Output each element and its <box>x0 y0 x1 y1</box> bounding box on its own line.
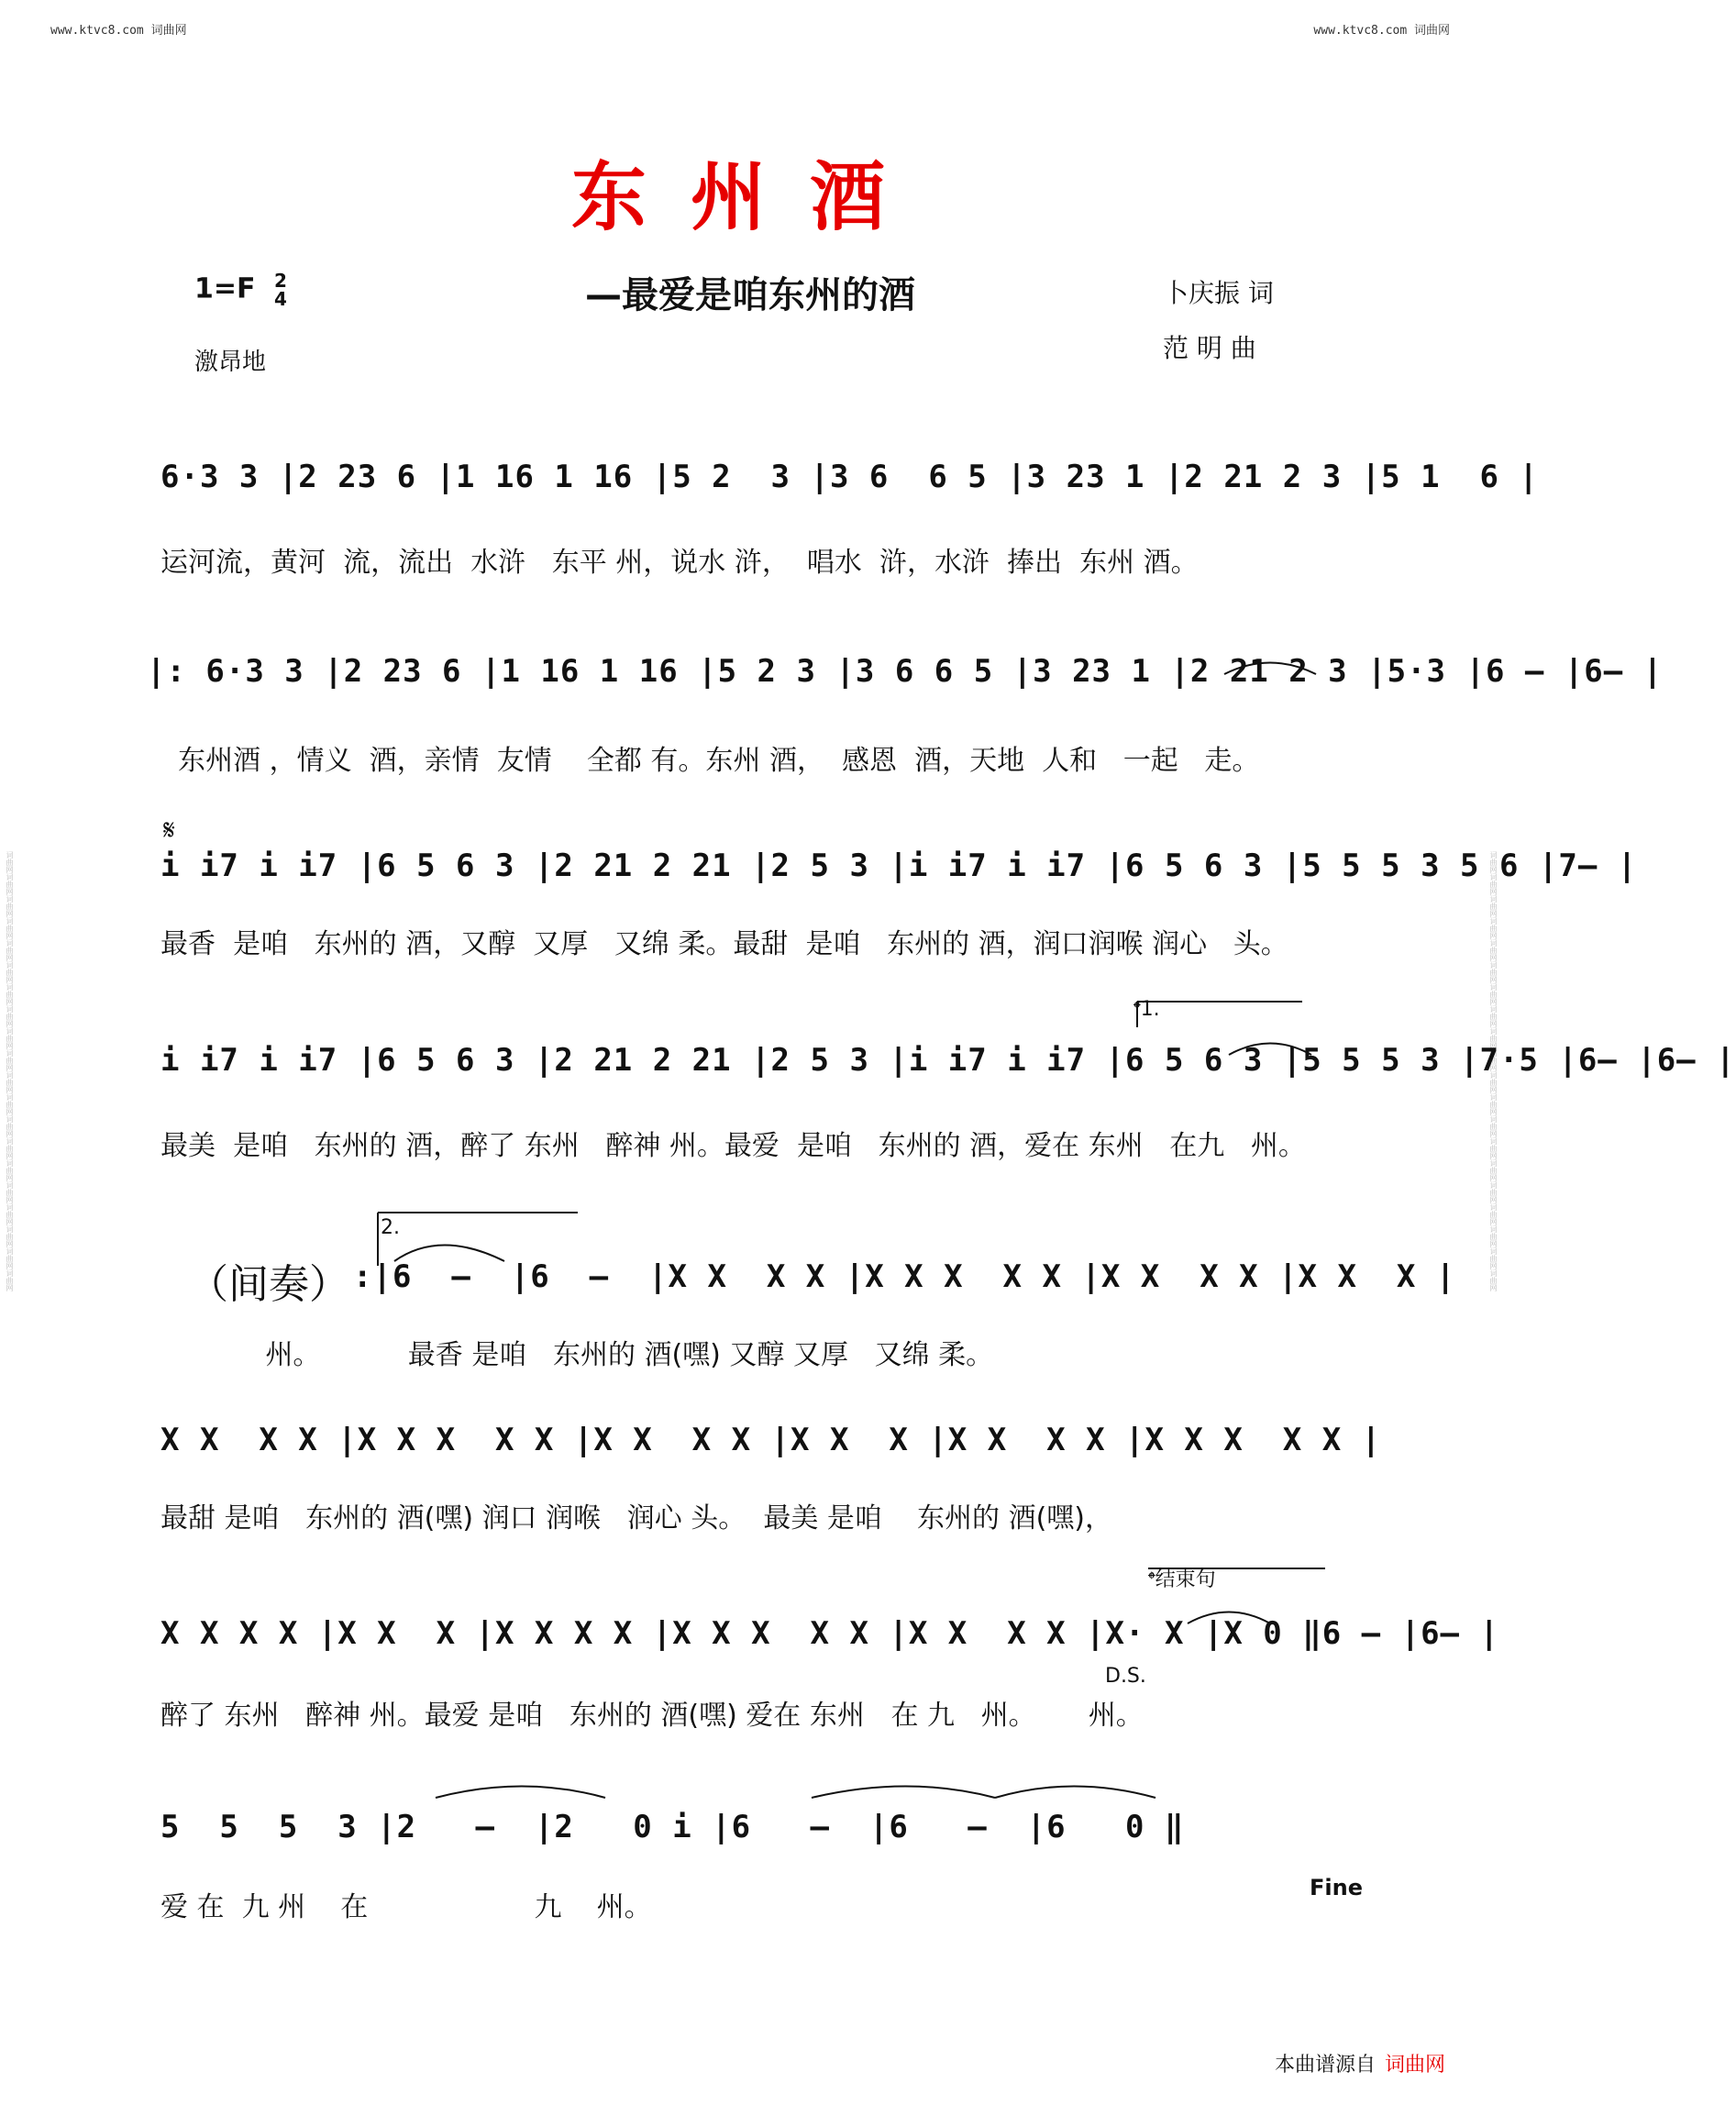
site-url-right: www.ktvc8.com 词曲网 <box>1313 24 1450 38</box>
notes-line: i i7 i i7 |6 5 6 3 |2 21 2 21 |2 5 3 |i i7 i i7 |6 5 6 3 |5 5 5 3 5 6 |7– | <box>160 848 1638 884</box>
tempo-marking: 激昂地 <box>194 349 267 376</box>
notes-line: :|6 – |6 – |X X X X |X X X X X |X X X X |X X X | <box>353 1258 1456 1295</box>
lyrics-line: 最美 是咱 东州的 酒，醉了 东州 醉神 州。最爱 是咱 东州的 酒，爱在 东州 在九 州。 <box>160 1130 1306 1162</box>
source-link[interactable]: 词曲网 <box>1384 2054 1445 2077</box>
song-title: 东州酒 <box>570 153 929 241</box>
watermark-strip-right: 词曲网词曲网词曲网词曲网词曲网词曲网词曲网词曲网词曲网词曲网词曲网词曲网词曲网词曲网词曲网词曲网词曲网词曲网词曲网词曲网 <box>1489 850 1498 1291</box>
source-footer <box>1275 2049 1445 2077</box>
slur-row-8-b <box>812 1787 995 1799</box>
lyrics-line: 州。 最香 是咱 东州的 酒(嘿) 又醇 又厚 又绵 柔。 <box>160 1339 994 1371</box>
slur-row-8-c <box>995 1787 1155 1799</box>
notes-line: |: 6·3 3 |2 23 6 |1 16 1 16 |5 2 3 |3 6 6 5 |3 23 1 |2 21 2 3 |5·3 |6 – |6– | <box>147 653 1664 690</box>
coda-ending-mark: 𝄌结束句 <box>1148 1568 1216 1591</box>
notes-line: 6·3 3 |2 23 6 |1 16 1 16 |5 2 3 |3 6 6 5 |3 23 1 |2 21 2 3 |5 1 6 | <box>160 459 1539 495</box>
volta-first-ending: 𝄌1. <box>1133 998 1160 1021</box>
notes-line: X X X X |X X X |X X X X |X X X X X |X X X X |X· X |X 0 ‖6 – |6– | <box>160 1615 1499 1652</box>
notes-line: i i7 i i7 |6 5 6 3 |2 21 2 21 |2 5 3 |i i7 i i7 |6 5 6 3 |5 5 5 3 |7·5 |6– |6– | <box>160 1042 1736 1079</box>
key-label: 1=F <box>194 272 256 305</box>
lyrics-line: 醉了 东州 醉神 州。最爱 是咱 东州的 酒(嘿) 爱在 东州 在 九 州。 州。 <box>160 1700 1144 1732</box>
fine-mark: Fine <box>1310 1875 1363 1900</box>
slur-row-8-a <box>436 1787 605 1799</box>
time-top: 2 <box>273 270 287 292</box>
time-bottom: 4 <box>273 288 287 310</box>
interlude-label: （间奏） <box>188 1261 349 1308</box>
notes-line: 5 5 5 3 |2 – |2 0 i |6 – |6 – |6 0 ‖ <box>160 1809 1185 1845</box>
tie-row-7 <box>1188 1612 1270 1624</box>
notes-line: X X X X |X X X X X |X X X X |X X X |X X X X |X X X X X | <box>160 1422 1382 1458</box>
source-label: 本曲谱源自 <box>1274 2054 1376 2077</box>
composer-credit: 范 明 曲 <box>1163 333 1256 363</box>
lyrics-line: 爱 在 九 州 在 九 州。 <box>160 1891 652 1923</box>
segno-mark: 𝄋 <box>163 814 175 847</box>
lyrics-line: 运河流，黄河 流，流出 水浒 东平 州，说水 浒， 唱水 浒，水浒 捧出 东州 酒。 <box>160 547 1199 579</box>
lyricist-credit: 卜庆振 词 <box>1163 278 1274 308</box>
watermark-strip-left: 词曲网词曲网词曲网词曲网词曲网词曲网词曲网词曲网词曲网词曲网词曲网词曲网词曲网词曲网词曲网词曲网词曲网词曲网词曲网词曲网 <box>6 850 14 1291</box>
lyrics-line: 最香 是咱 东州的 酒，又醇 又厚 又绵 柔。最甜 是咱 东州的 酒，润口润喉 润心 头。 <box>160 928 1288 960</box>
lyrics-line: 东州酒 ，情义 酒，亲情 友情 全都 有。东州 酒， 感恩 酒，天地 人和 一起 走。 <box>160 745 1260 777</box>
ds-mark: D.S. <box>1105 1665 1146 1688</box>
volta-second-ending: 2. <box>381 1216 400 1239</box>
song-subtitle: —最爱是咱东州的酒 <box>585 274 915 316</box>
lyrics-line: 最甜 是咱 东州的 酒(嘿) 润口 润喉 润心 头。 最美 是咱 东州的 酒(嘿)， <box>160 1502 1113 1534</box>
tie-row-4 <box>1229 1044 1311 1056</box>
site-url-left: www.ktvc8.com 词曲网 <box>50 24 187 38</box>
tie-row-5 <box>394 1246 504 1262</box>
tie-row-2 <box>1224 663 1316 675</box>
